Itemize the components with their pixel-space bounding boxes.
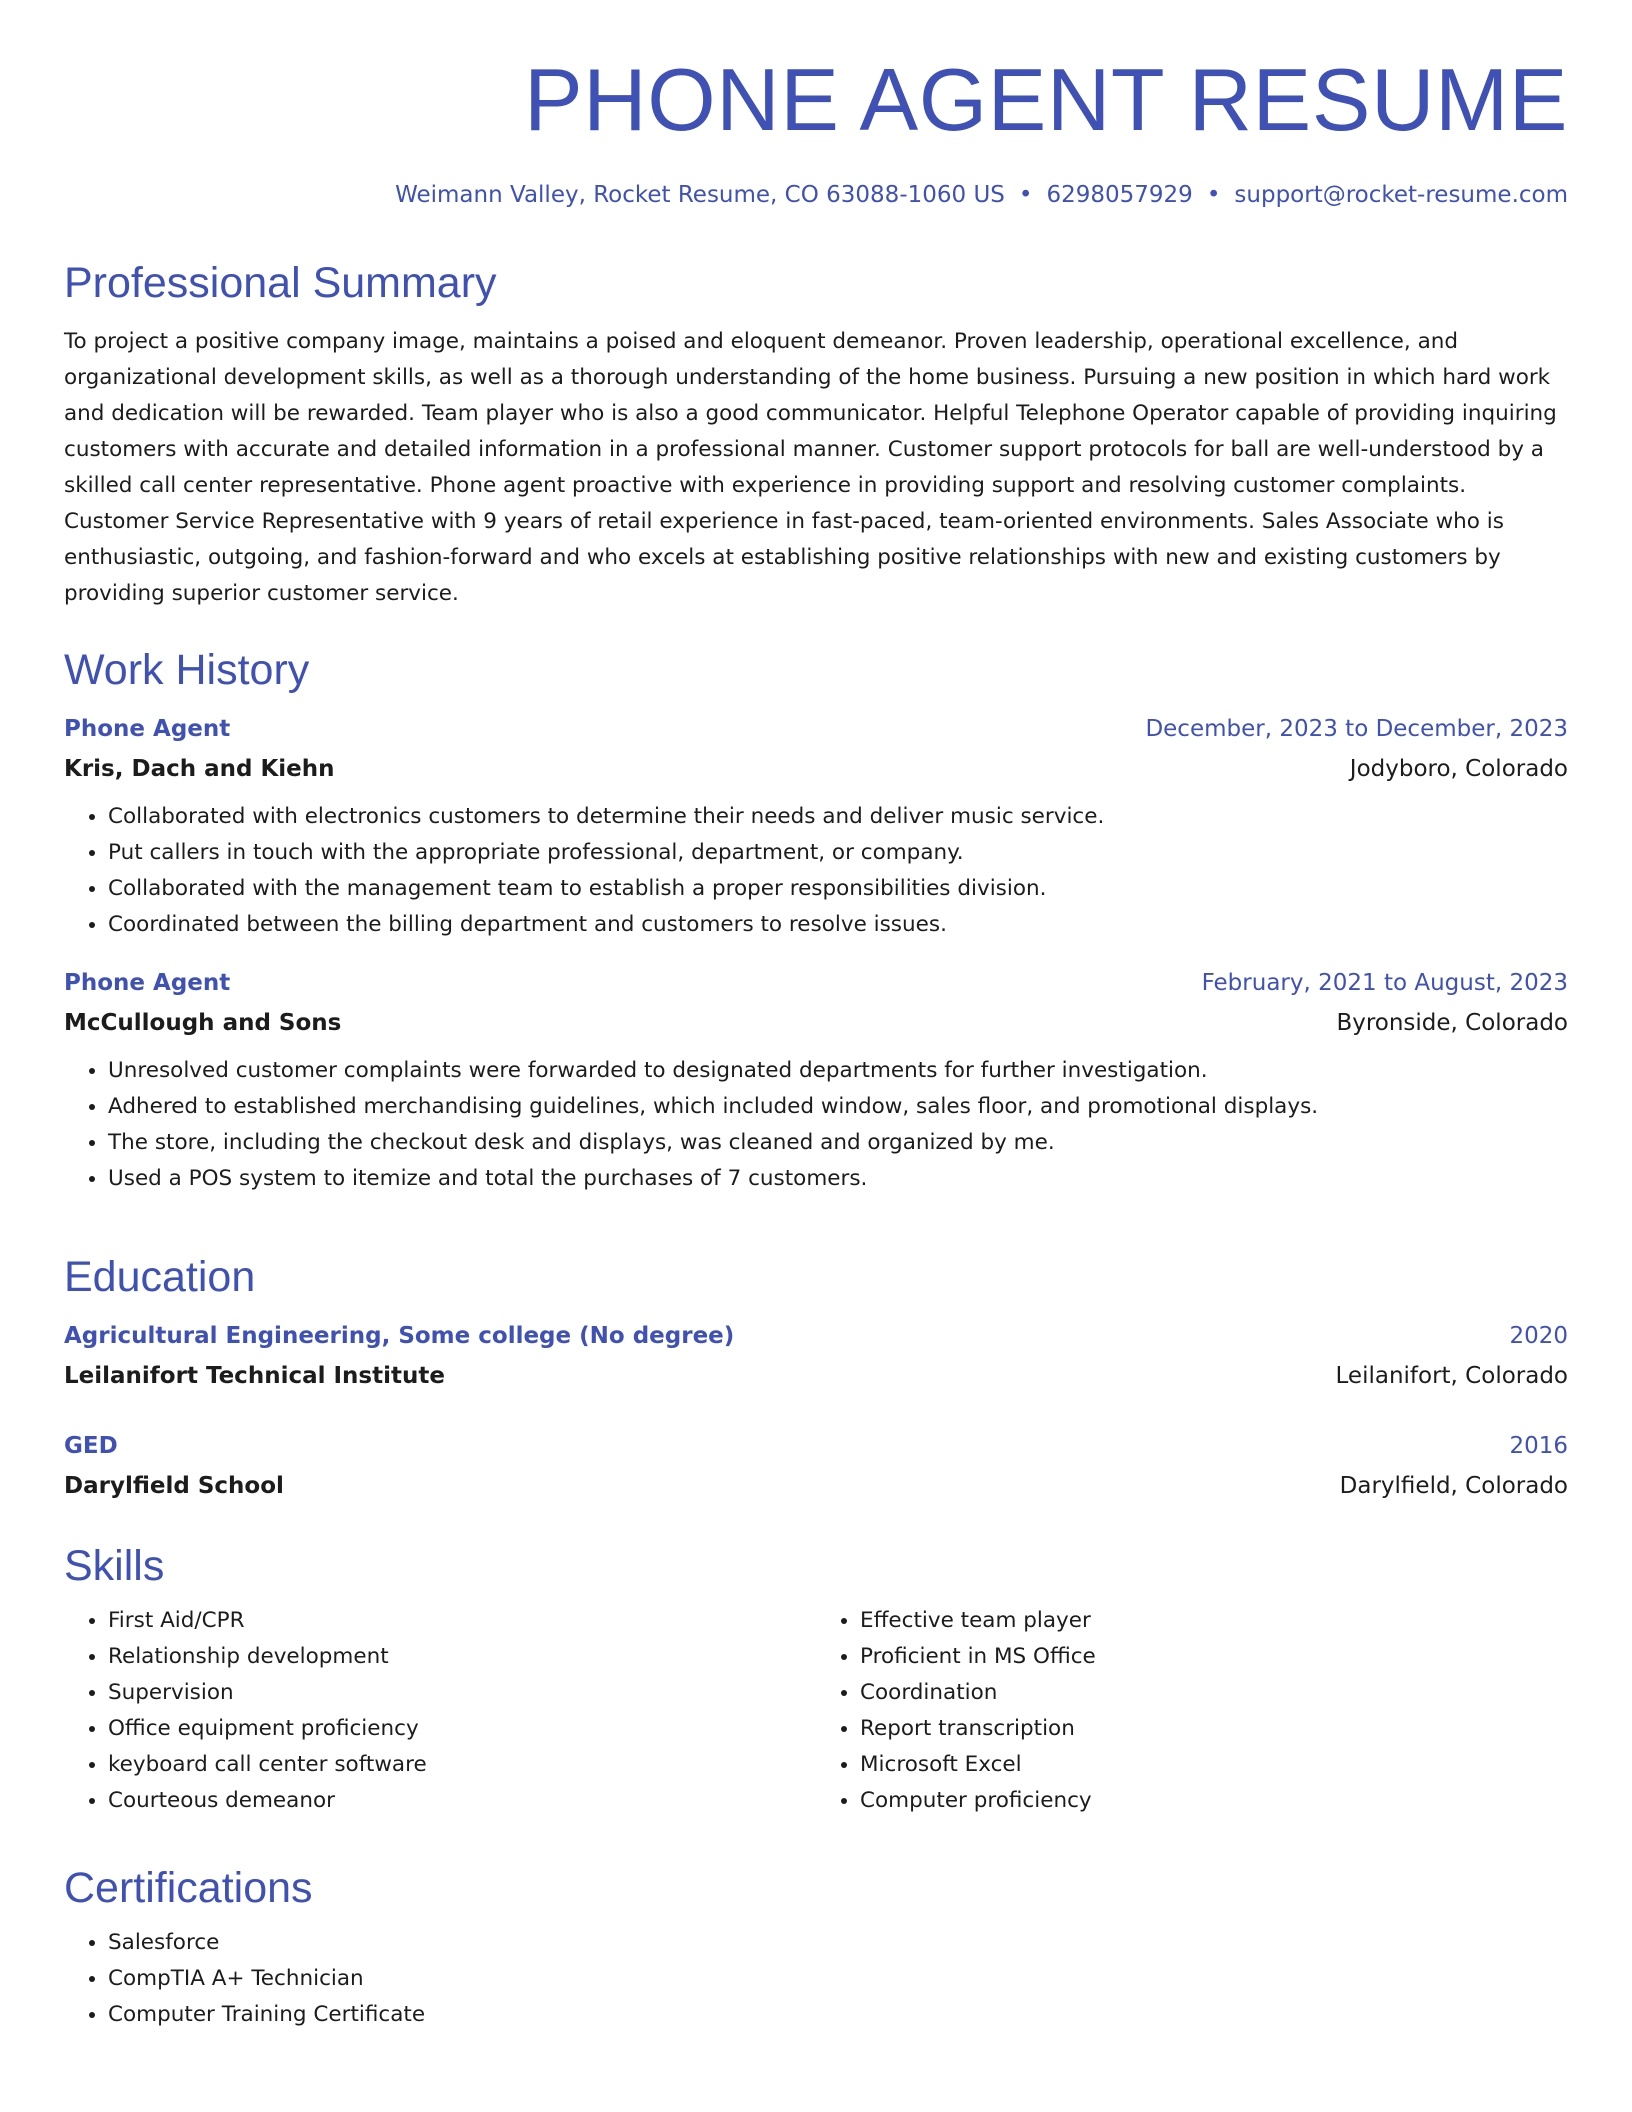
work-history-section	[64, 645, 1568, 1197]
job-bullets	[64, 1053, 1568, 1197]
skill-item: • Report transcription	[860, 1711, 1568, 1747]
resume-title: PHONE AGENT RESUME	[523, 50, 1568, 149]
summary-text: To project a positive company image, maintains a poised and eloquent demeanor. Proven leadership, operational excellence, and organizational development skills, as well as a thorough understanding of the home business. Pursuing a new position in which hard work and dedication will be rewarded. Team player who is also a good communicator. Helpful Telephone Operator capable of providing inquiring customers with accurate and detailed information in a professional manner. Customer support protocols for ball are well-understood by a skilled call center representative. Phone agent proactive with experience in providing support and resolving customer complaints. Customer Service Representative with 9 years of retail experience in fast-paced, team-oriented environments. Sales Associate who is enthusiastic, outgoing, and fashion-forward and who excels at establishing positive relationships with new and existing customers by providing superior customer service.	[64, 329, 1557, 606]
contact-address: Weimann Valley, Rocket Resume, CO 63088-1060 US	[395, 182, 1005, 208]
job-bullet: • Collaborated with electronics customers to determine their needs and deliver music service.	[108, 799, 1568, 835]
job-title: Phone Agent	[64, 970, 231, 996]
education-location: Leilanifort, Colorado	[1335, 1363, 1568, 1389]
contact-email: support@rocket-resume.com	[1234, 182, 1568, 208]
skill-item: • Coordination	[860, 1675, 1568, 1711]
job-bullet: • Used a POS system to itemize and total the purchases of 7 customers.	[108, 1161, 1568, 1197]
education-entry	[64, 1426, 1568, 1506]
education-school: Darylfield School	[64, 1473, 284, 1499]
job-entry	[64, 963, 1568, 1197]
education-school: Leilanifort Technical Institute	[64, 1363, 445, 1389]
education-section	[64, 1252, 1568, 1506]
skill-item: • Supervision	[108, 1675, 816, 1711]
job-bullet: • The store, including the checkout desk and displays, was cleaned and organized by me.	[108, 1125, 1568, 1161]
education-year: 2020	[1509, 1323, 1568, 1349]
contact-phone: 6298057929	[1046, 182, 1193, 208]
job-bullet: • Unresolved customer complaints were forwarded to designated departments for further investigation.	[108, 1053, 1568, 1089]
resume-header	[64, 0, 1568, 210]
skill-item: • Office equipment proficiency	[108, 1711, 816, 1747]
job-bullet: • Put callers in touch with the appropriate professional, department, or company.	[108, 835, 1568, 871]
education-degree: Agricultural Engineering, Some college (No degree)	[64, 1323, 735, 1349]
contact-line	[64, 180, 1568, 210]
skill-item: • Microsoft Excel	[860, 1747, 1568, 1783]
summary-section	[64, 258, 1568, 612]
skills-heading: Skills	[64, 1542, 165, 1590]
skills-columns	[64, 1603, 1568, 1819]
resume-page	[64, 0, 1568, 2027]
skill-item: • Relationship development	[108, 1639, 816, 1675]
education-location: Darylfield, Colorado	[1339, 1473, 1568, 1499]
contact-separator: •	[1206, 182, 1221, 208]
skill-item: • First Aid/CPR	[108, 1603, 816, 1639]
certifications-list	[64, 1925, 1568, 2033]
job-bullet: • Coordinated between the billing department and customers to resolve issues.	[108, 907, 1568, 943]
job-company: Kris, Dach and Kiehn	[64, 756, 335, 782]
job-location: Byronside, Colorado	[1336, 1010, 1568, 1036]
education-entry	[64, 1316, 1568, 1396]
certification-item: • Computer Training Certificate	[108, 1997, 1568, 2033]
skill-item: • Effective team player	[860, 1603, 1568, 1639]
work-history-heading: Work History	[64, 646, 310, 694]
job-dates: December, 2023 to December, 2023	[1145, 716, 1568, 742]
job-dates: February, 2021 to August, 2023	[1201, 970, 1568, 996]
job-title: Phone Agent	[64, 716, 231, 742]
education-heading: Education	[64, 1253, 256, 1301]
skill-item: • keyboard call center software	[108, 1747, 816, 1783]
skills-list-right	[816, 1603, 1568, 1819]
certification-item: • CompTIA A+ Technician	[108, 1961, 1568, 1997]
skill-item: • Courteous demeanor	[108, 1783, 816, 1819]
job-company: McCullough and Sons	[64, 1010, 342, 1036]
contact-separator: •	[1018, 182, 1033, 208]
skill-item: • Computer proficiency	[860, 1783, 1568, 1819]
education-year: 2016	[1509, 1433, 1568, 1459]
skills-list-left	[64, 1603, 816, 1819]
job-bullet: • Collaborated with the management team to establish a proper responsibilities division.	[108, 871, 1568, 907]
certifications-section	[64, 1863, 1568, 2033]
education-degree: GED	[64, 1433, 118, 1459]
skills-section	[64, 1541, 1568, 1819]
summary-heading: Professional Summary	[64, 259, 497, 307]
job-location: Jodyboro, Colorado	[1349, 756, 1568, 782]
job-bullet: • Adhered to established merchandising guidelines, which included window, sales floor, and promotional displays.	[108, 1089, 1568, 1125]
job-bullets	[64, 799, 1568, 943]
certification-item: • Salesforce	[108, 1925, 1568, 1961]
job-entry	[64, 709, 1568, 943]
skill-item: • Proficient in MS Office	[860, 1639, 1568, 1675]
certifications-heading: Certifications	[64, 1864, 313, 1912]
